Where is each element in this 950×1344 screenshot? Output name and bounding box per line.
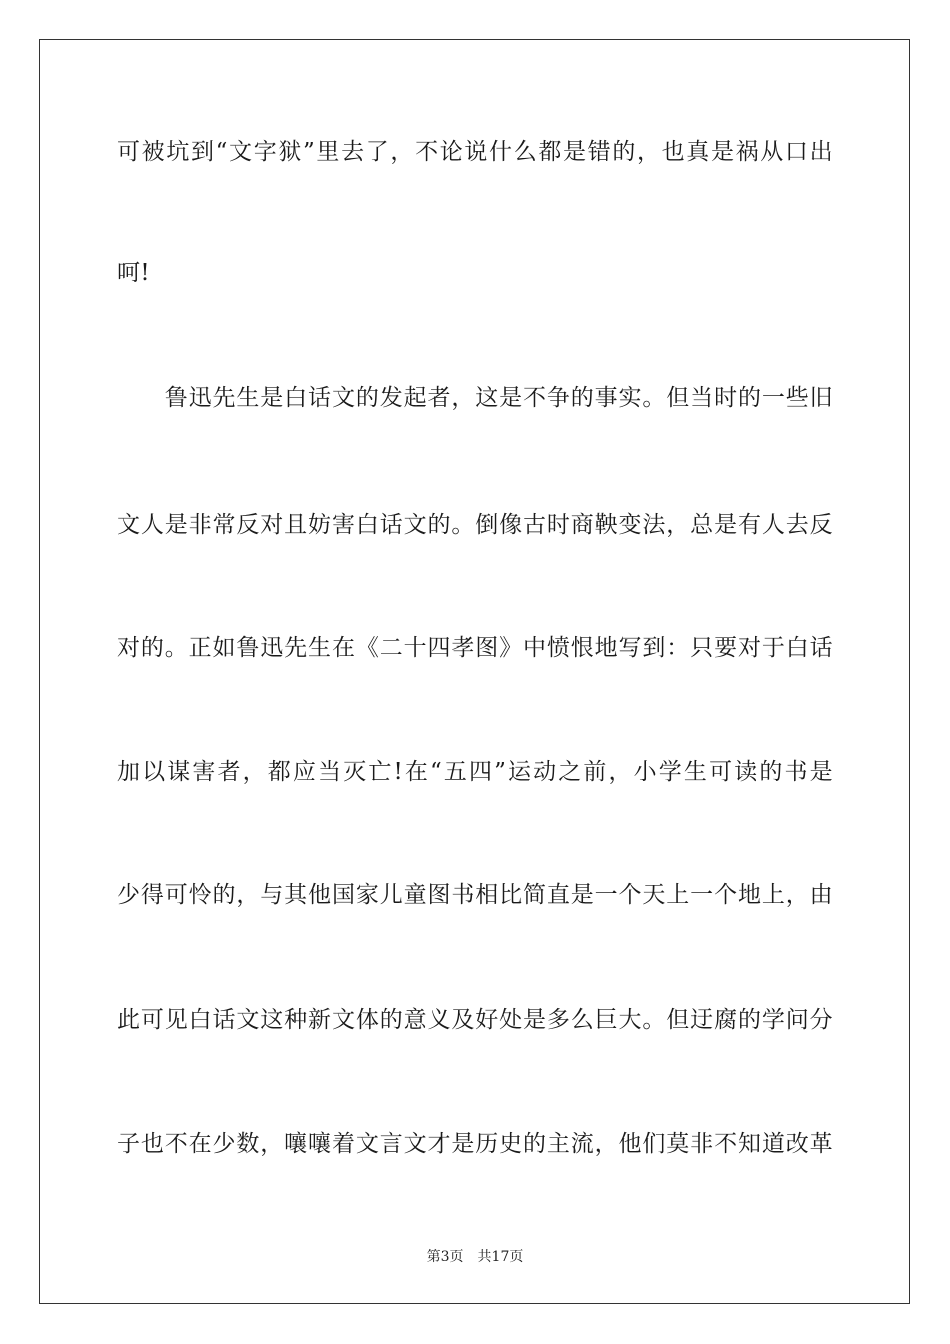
text-line-8: 此可见白话文这种新文体的意义及好处是多么巨大。但迂腐的学问分: [117, 1007, 833, 1033]
page-number: 第3页: [426, 1249, 464, 1265]
text-line-7: 少得可怜的，与其他国家儿童图书相比简直是一个天上一个地上，由: [117, 882, 833, 908]
page-footer: [0, 1248, 950, 1266]
text-line-6: 加以谋害者，都应当灭亡!在“五四”运动之前，小学生可读的书是: [117, 759, 833, 785]
total-pages: 共17页: [477, 1249, 524, 1265]
text-line-9: 子也不在少数，嚷嚷着文言文才是历史的主流，他们莫非不知道改革: [117, 1131, 833, 1157]
page-border: [39, 39, 910, 1304]
text-line-5: 对的。正如鲁迅先生在《二十四孝图》中愤恨地写到：只要对于白话: [117, 635, 833, 661]
text-line-2: 呵!: [117, 260, 151, 286]
text-line-1: 可被坑到“文字狱”里去了，不论说什么都是错的，也真是祸从口出: [117, 139, 833, 165]
text-line-3: 鲁迅先生是白话文的发起者，这是不争的事实。但当时的一些旧: [117, 385, 833, 411]
text-line-4: 文人是非常反对且妨害白话文的。倒像古时商鞅变法，总是有人去反: [117, 512, 833, 538]
